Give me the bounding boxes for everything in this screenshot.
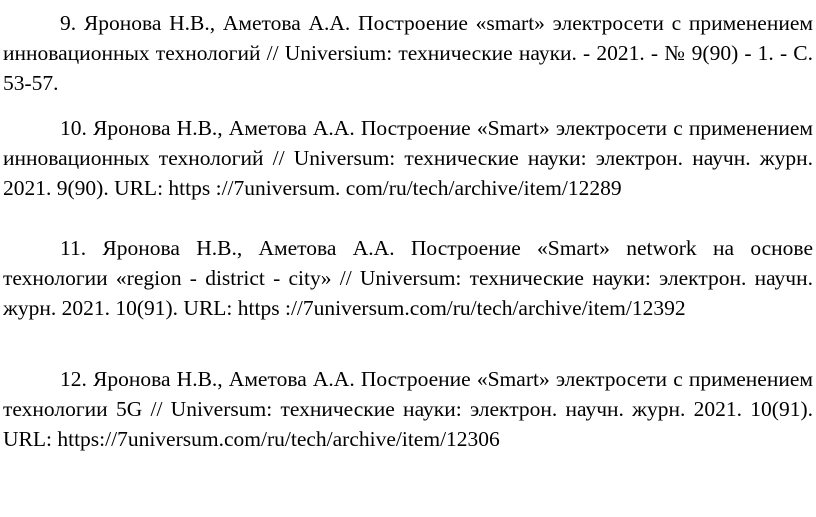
reference-text: Яронова Н.В., Аметова А.А. Построение «smart» электросети с применением инновационных технологий // Universium: технические науки. - 2021. - № 9(90) - 1. - С. 53-57.	[3, 11, 813, 95]
reference-text: Яронова Н.В., Аметова А.А. Построение «Smart» электросети с применением инновационных технологий // Universum: технические науки: электрон. научн. журн. 2021. 9(90). URL: https ://7universum. com/ru/tech/archive/item/12289	[3, 116, 813, 200]
reference-item-9	[3, 8, 813, 98]
reference-number: 10.	[60, 116, 87, 140]
reference-number: 12.	[60, 367, 87, 391]
reference-item-10	[3, 113, 813, 203]
reference-text: Яронова Н.В., Аметова А.А. Построение «Smart» network на основе технологии «region - district - city» // Universum: технические науки: электрон. научн. журн. 2021. 10(91). URL: https ://7universum.com/ru/tech/archive/item/12392	[3, 236, 813, 320]
reference-number: 9.	[60, 11, 77, 35]
reference-item-11	[3, 233, 813, 323]
reference-item-12	[3, 364, 813, 454]
reference-text: Яронова Н.В., Аметова А.А. Построение «Smart» электросети с применением технологии 5G // Universum: технические науки: электрон. научн. журн. 2021. 10(91). URL: https://7universum.com/ru/tech/archive/item/12306	[3, 367, 813, 451]
reference-number: 11.	[60, 236, 87, 260]
